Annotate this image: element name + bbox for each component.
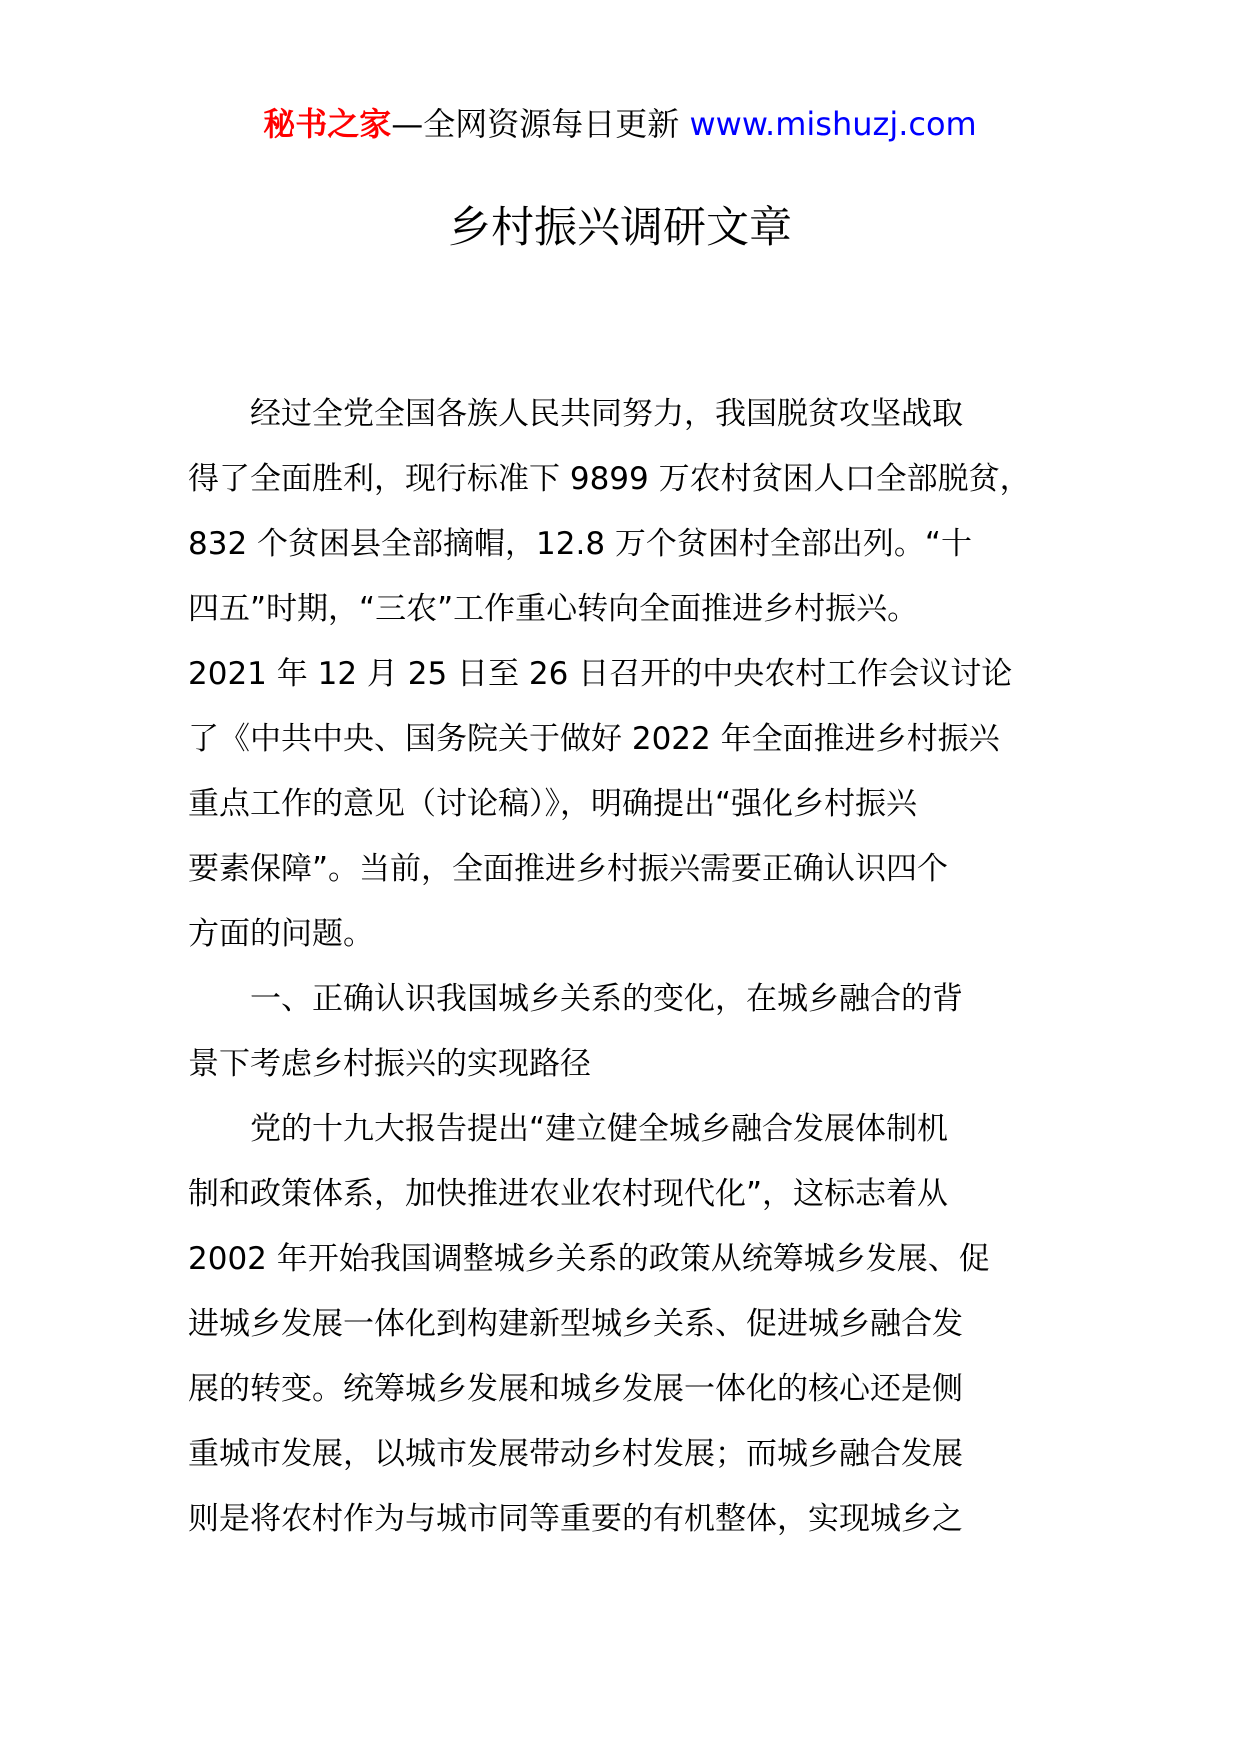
text-line: 得了全面胜利，现行标准下 9899 万农村贫困人口全部脱贫， bbox=[188, 461, 1031, 497]
paragraph-intro bbox=[188, 382, 1088, 967]
text-line: 方面的问题。 bbox=[188, 916, 374, 952]
site-url-link[interactable]: www.mishuzj.com bbox=[689, 105, 977, 143]
site-header bbox=[0, 100, 1240, 148]
text-line: 景下考虑乡村振兴的实现路径 bbox=[188, 1046, 591, 1082]
text-line: 经过全党全国各族人民共同努力，我国脱贫攻坚战取 bbox=[250, 396, 963, 432]
text-line: 要素保障”。当前，全面推进乡村振兴需要正确认识四个 bbox=[188, 851, 949, 887]
text-line: 了《中共中央、国务院关于做好 2022 年全面推进乡村振兴 bbox=[188, 721, 1000, 757]
text-line: 832 个贫困县全部摘帽，12.8 万个贫困村全部出列。“十 bbox=[188, 526, 972, 562]
text-line: 四五”时期，“三农”工作重心转向全面推进乡村振兴。 bbox=[188, 591, 919, 627]
text-line: 则是将农村作为与城市同等重要的有机整体，实现城乡之 bbox=[188, 1501, 963, 1537]
text-line: 展的转变。统筹城乡发展和城乡发展一体化的核心还是侧 bbox=[188, 1371, 963, 1407]
text-line: 重城市发展，以城市发展带动乡村发展；而城乡融合发展 bbox=[188, 1436, 963, 1472]
text-line: 2021 年 12 月 25 日至 26 日召开的中央农村工作会议讨论 bbox=[188, 656, 1013, 692]
paragraph-section-1 bbox=[188, 1097, 1088, 1552]
brand-name: 秘书之家 bbox=[263, 105, 392, 143]
text-line: 制和政策体系，加快推进农业农村现代化”，这标志着从 bbox=[188, 1176, 949, 1212]
text-line: 重点工作的意见（讨论稿）》，明确提出“强化乡村振兴 bbox=[188, 786, 918, 822]
header-tagline: —全网资源每日更新 bbox=[391, 105, 680, 143]
document-body bbox=[188, 382, 1088, 1552]
section-heading-1 bbox=[188, 967, 1088, 1097]
text-line: 进城乡发展一体化到构建新型城乡关系、促进城乡融合发 bbox=[188, 1306, 963, 1342]
text-line: 党的十九大报告提出“建立健全城乡融合发展体制机 bbox=[250, 1111, 949, 1147]
text-line: 一、正确认识我国城乡关系的变化，在城乡融合的背 bbox=[250, 981, 963, 1017]
document-title: 乡村振兴调研文章 bbox=[448, 203, 792, 253]
text-line: 2002 年开始我国调整城乡关系的政策从统筹城乡发展、促 bbox=[188, 1241, 990, 1277]
